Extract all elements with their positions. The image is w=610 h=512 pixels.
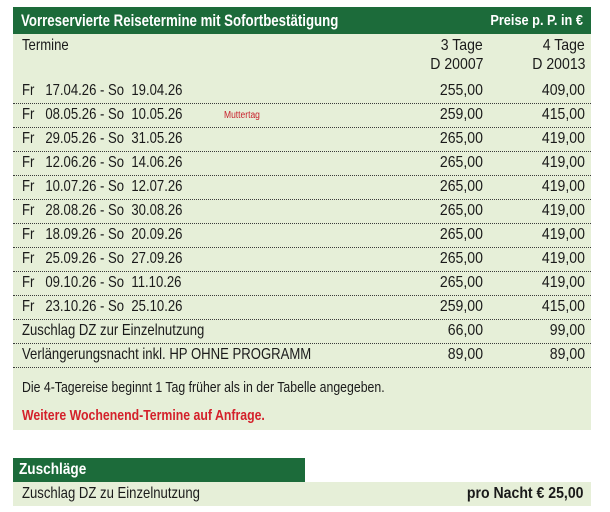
- row-dates: Fr 08.05.26 - So 10.05.26: [22, 106, 183, 123]
- row-price-3-days: 259,00: [439, 106, 483, 123]
- row-price-4-days: 419,00: [541, 226, 585, 243]
- row-price-3-days: 66,00: [447, 322, 483, 339]
- column-header-3-days: 3 Tage: [440, 37, 483, 54]
- row-price-3-days: 265,00: [439, 250, 483, 267]
- row-price-4-days: 89,00: [549, 346, 585, 363]
- column-code-4-days: D 20013: [531, 56, 585, 73]
- row-dates: Fr 09.10.26 - So 11.10.26: [22, 274, 182, 291]
- row-price-4-days: 99,00: [549, 322, 585, 339]
- row-price-3-days: 89,00: [447, 346, 483, 363]
- row-dates: Fr 18.09.26 - So 20.09.26: [22, 226, 183, 243]
- row-price-3-days: 265,00: [439, 226, 483, 243]
- row-dates: Fr 23.10.26 - So 25.10.26: [22, 298, 183, 315]
- surcharge-label: Zuschlag DZ zu Einzelnutzung: [22, 485, 200, 502]
- table-row: [13, 319, 591, 344]
- table-row: [13, 271, 591, 296]
- row-price-3-days: 265,00: [439, 130, 483, 147]
- row-price-3-days: 259,00: [439, 298, 483, 315]
- row-price-3-days: 255,00: [439, 82, 483, 99]
- row-dates: Verlängerungsnacht inkl. HP OHNE PROGRAMM: [22, 346, 312, 363]
- info-request-line: Weitere Wochenend-Termine auf Anfrage.: [22, 407, 265, 424]
- row-price-3-days: 265,00: [439, 178, 483, 195]
- table-row: [13, 127, 591, 152]
- table-row: [13, 79, 591, 104]
- row-note: Muttertag: [224, 110, 260, 121]
- row-price-4-days: 419,00: [541, 250, 585, 267]
- table-row: [13, 175, 591, 200]
- table-row: [13, 343, 591, 368]
- table-row: [13, 247, 591, 272]
- column-header-4-days: 4 Tage: [542, 37, 585, 54]
- row-price-3-days: 265,00: [439, 274, 483, 291]
- table-title: Vorreservierte Reisetermine mit Sofortbestätigung: [21, 11, 339, 30]
- surcharge-row: [13, 482, 591, 506]
- schedule-table: [13, 7, 591, 430]
- table-row: [13, 223, 591, 248]
- surcharge-price: pro Nacht € 25,00: [466, 485, 583, 502]
- row-price-4-days: 415,00: [541, 298, 585, 315]
- row-dates: Fr 28.08.26 - So 30.08.26: [22, 202, 183, 219]
- row-dates: Fr 29.05.26 - So 31.05.26: [22, 130, 183, 147]
- row-price-4-days: 419,00: [541, 274, 585, 291]
- row-price-4-days: 419,00: [541, 154, 585, 171]
- surcharges-header-bar: [13, 458, 305, 482]
- surcharges-title: Zuschläge: [19, 461, 87, 478]
- column-header-termine: Termine: [22, 37, 69, 54]
- row-dates: Fr 12.06.26 - So 14.06.26: [22, 154, 183, 171]
- row-dates: Fr 17.04.26 - So 19.04.26: [22, 82, 183, 99]
- row-dates: Zuschlag DZ zur Einzelnutzung: [22, 322, 205, 339]
- table-header-bar: [13, 7, 591, 34]
- row-price-4-days: 415,00: [541, 106, 585, 123]
- table-row: [13, 151, 591, 176]
- row-price-4-days: 419,00: [541, 202, 585, 219]
- row-dates: Fr 25.09.26 - So 27.09.26: [22, 250, 183, 267]
- table-row: [13, 295, 591, 320]
- row-dates: Fr 10.07.26 - So 12.07.26: [22, 178, 183, 195]
- price-note: Preise p. P. in €: [490, 12, 583, 29]
- row-price-3-days: 265,00: [439, 154, 483, 171]
- row-price-3-days: 265,00: [439, 202, 483, 219]
- table-row: [13, 199, 591, 224]
- row-price-4-days: 409,00: [541, 82, 585, 99]
- row-price-4-days: 419,00: [541, 178, 585, 195]
- table-row: [13, 103, 591, 128]
- row-price-4-days: 419,00: [541, 130, 585, 147]
- column-code-3-days: D 20007: [429, 56, 483, 73]
- info-line: Die 4-Tagereise beginnt 1 Tag früher als in der Tabelle angegeben.: [22, 379, 385, 396]
